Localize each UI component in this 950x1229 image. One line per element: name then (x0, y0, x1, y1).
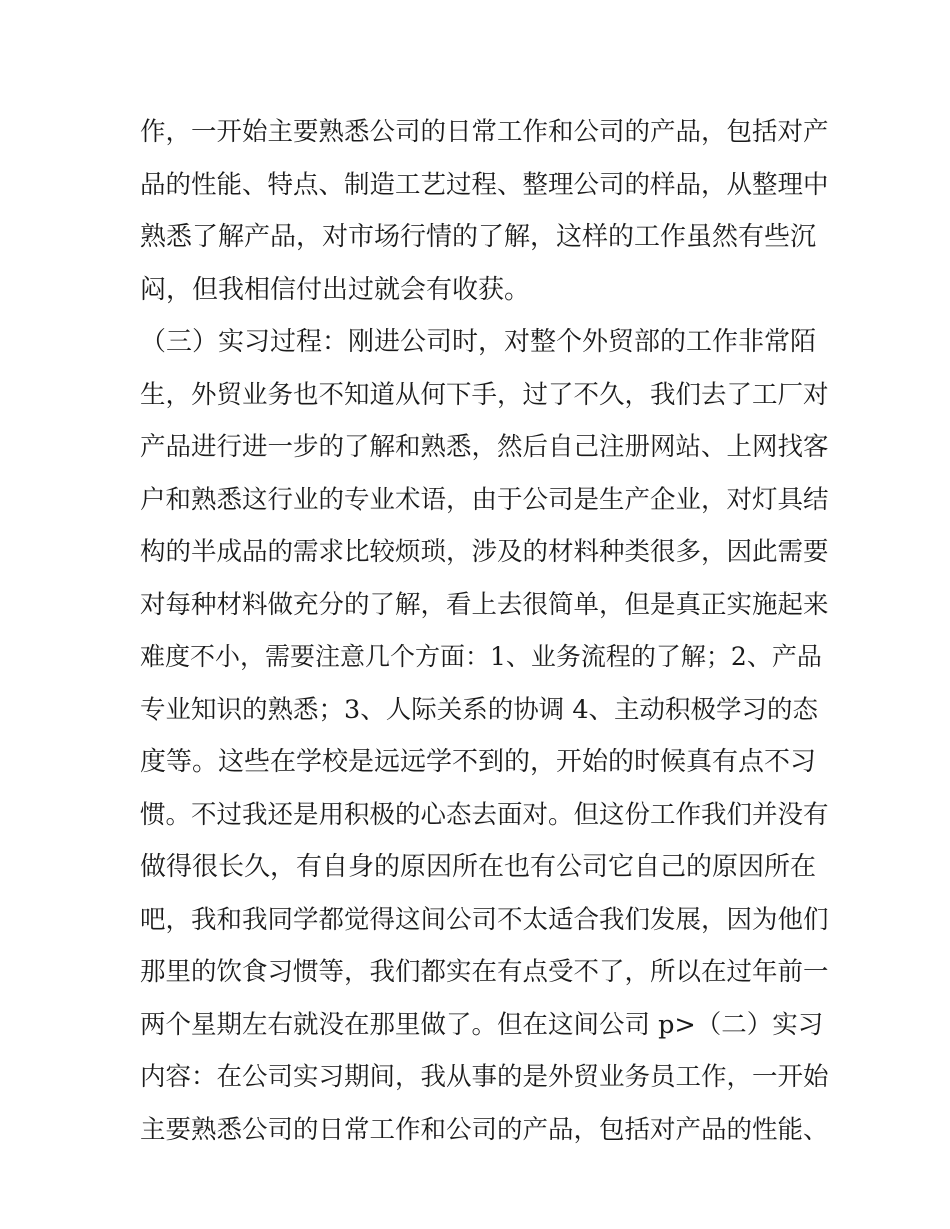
text-line: 产品进行进一步的了解和熟悉，然后自己注册网站、上网找客 (140, 432, 829, 462)
text-line: 熟悉了解产品，对市场行情的了解，这样的工作虽然有些沉 (140, 222, 817, 252)
text-line: 主要熟悉公司的日常工作和公司的产品，包括对产品的性能、 (140, 1114, 829, 1145)
text-line: 度等。这些在学校是远远学不到的，开始的时候真有点不习 (140, 747, 817, 777)
body-text (140, 106, 830, 1156)
text-line: 吧，我和我同学都觉得这间公司不太适合我们发展，因为他们 (140, 904, 829, 935)
text-line: 两个星期左右就没在那里做了。但在这间公司 p>（二）实习 (140, 1009, 824, 1040)
section-heading-line: （三）实习过程：刚进公司时，对整个外贸部的工作非常陌 (140, 327, 817, 357)
text-line: 户和熟悉这行业的专业术语，由于公司是生产企业，对灯具结 (140, 484, 829, 515)
text-line: 对每种材料做充分的了解，看上去很简单，但是真正实施起来 (140, 589, 829, 620)
text-line: 难度不小，需要注意几个方面：1、业务流程的了解；2、产品 (140, 642, 822, 671)
text-line: 构的半成品的需求比较烦琐，涉及的材料种类很多，因此需要 (140, 537, 829, 567)
text-line: 做得很长久，有自身的原因所在也有公司它自己的原因所在 (140, 852, 817, 882)
text-line: 品的性能、特点、制造工艺过程、整理公司的样品，从整理中 (140, 169, 829, 200)
text-line: 惯。不过我还是用积极的心态去面对。但这份工作我们并没有 (140, 799, 829, 830)
text-line: 生，外贸业务也不知道从何下手，过了不久，我们去了工厂对 (140, 379, 829, 410)
text-line: 内容：在公司实习期间，我从事的是外贸业务员工作，一开始 (140, 1062, 829, 1092)
text-line: 专业知识的熟悉；3、人际关系的协调 4、主动积极学习的态 (140, 694, 819, 725)
text-line: 作，一开始主要熟悉公司的日常工作和公司的产品，包括对产 (140, 117, 829, 147)
text-line: 那里的饮食习惯等，我们都实在有点受不了，所以在过年前一 (140, 957, 829, 987)
text-line: 闷，但我相信付出过就会有收获。 (140, 274, 531, 305)
